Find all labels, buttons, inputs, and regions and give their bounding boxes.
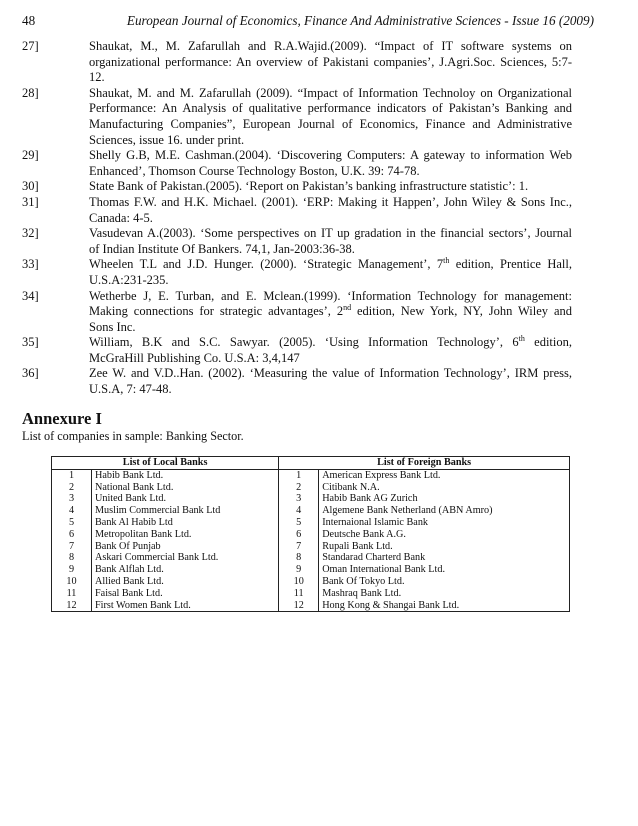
foreign-bank-name: Deutsche Bank A.G.: [322, 528, 406, 540]
reference-line: Enhanced’, Thomson Course Technology Boston, U.K. 39: 74-78.: [89, 163, 420, 178]
foreign-bank-name: Hong Kong & Shangai Bank Ltd.: [322, 599, 460, 611]
local-bank-number: 2: [52, 482, 92, 494]
reference-line: State Bank of Pakistan.(2005). ‘Report on Pakistan’s banking infrastructure statistic’: 1.: [89, 179, 529, 194]
table-row: [52, 529, 570, 541]
superscript: nd: [343, 302, 352, 312]
reference-item: [22, 148, 572, 179]
reference-number: 30]: [22, 179, 39, 194]
reference-line: Shaukat, M., M. Zafarullah and R.A.Wajid.(2009). “Impact of IT software systems on: [89, 39, 572, 53]
banks-table: [51, 456, 570, 612]
reference-line: Zee W. and V.D..Han. (2002). ‘Measuring the value of Information Technology’, IRM press,: [89, 366, 572, 381]
annexure-subtitle: List of companies in sample: Banking Sector.: [22, 429, 244, 443]
reference-line: Manufacturing Companies”, European Journal of Economics, Finance and Administrative: [89, 116, 572, 131]
reference-line: Canada: 4-5.: [89, 210, 153, 225]
local-bank-name: Metropolitan Bank Ltd.: [92, 529, 279, 541]
reference-line: organizational performance: An overview of Pakistani companies’, J.Agri.Soc. Sciences, 5:7-: [89, 54, 572, 69]
local-banks-header: List of Local Banks: [52, 457, 279, 470]
foreign-bank-name: Algemene Bank Netherland (ABN Amro): [322, 505, 493, 517]
local-bank-number: 5: [52, 517, 92, 529]
table-row: [52, 493, 570, 505]
local-bank-number: 10: [52, 576, 92, 588]
reference-text: edition, Prentice Hall,: [449, 257, 572, 272]
reference-line: Thomas F.W. and H.K. Michael. (2001). ‘ERP: Making it Happen’, John Wiley & Sons Inc.,: [89, 194, 572, 209]
local-bank-number: 8: [52, 552, 92, 564]
reference-number: 29]: [22, 148, 39, 163]
page-header: [22, 13, 594, 31]
reference-line: [89, 304, 572, 320]
foreign-bank-number: 5: [279, 517, 319, 529]
reference-line: Wetherbe J, E. Turban, and E. Mclean.(1999). ‘Information Technology for management:: [89, 288, 572, 303]
local-bank-number: 4: [52, 505, 92, 517]
local-bank-name: United Bank Ltd.: [92, 493, 279, 505]
local-bank-name: Muslim Commercial Bank Ltd: [92, 505, 279, 517]
table-row: [52, 541, 570, 553]
local-bank-name: Faisal Bank Ltd.: [92, 588, 279, 600]
reference-line: [89, 257, 572, 273]
foreign-bank-name: American Express Bank Ltd.: [322, 469, 441, 481]
foreign-bank-number: 3: [279, 493, 319, 505]
local-bank-name: National Bank Ltd.: [92, 482, 279, 494]
reference-item: [22, 257, 572, 288]
reference-text: edition,: [524, 335, 573, 350]
reference-text: William, B.K and S.C. Sawyar. (2005). ‘Using Information Technology’, 6: [89, 335, 519, 350]
reference-item: [22, 289, 572, 336]
foreign-bank-number: 1: [279, 469, 319, 481]
local-bank-name: Allied Bank Ltd.: [92, 576, 279, 588]
local-bank-name: Bank Al Habib Ltd: [92, 517, 279, 529]
reference-line: Sciences, issue 16. under print.: [89, 132, 245, 147]
reference-number: 35]: [22, 335, 39, 350]
foreign-bank-number: 10: [279, 576, 319, 588]
foreign-bank-name: Habib Bank AG Zurich: [322, 493, 418, 505]
superscript: th: [443, 256, 450, 266]
reference-text: edition, New York, NY, John Wiley and: [351, 304, 572, 319]
reference-item: [22, 39, 572, 86]
reference-number: 36]: [22, 366, 39, 381]
local-bank-number: 6: [52, 529, 92, 541]
reference-line: Vasudevan A.(2003). ‘Some perspectives on IT up gradation in the financial sectors’, Journal: [89, 226, 572, 241]
reference-line: U.S.A, 7: 47-48.: [89, 382, 172, 397]
foreign-bank-number: 9: [279, 564, 319, 576]
page-number: 48: [22, 13, 36, 28]
reference-number: 28]: [22, 85, 39, 100]
reference-number: 34]: [22, 288, 39, 303]
local-bank-name: Askari Commercial Bank Ltd.: [92, 552, 279, 564]
foreign-bank-number: 6: [279, 529, 319, 541]
foreign-bank-name: Rupali Bank Ltd.: [322, 540, 393, 552]
local-bank-number: 1: [52, 469, 92, 481]
local-bank-name: Bank Alflah Ltd.: [92, 564, 279, 576]
reference-number: 31]: [22, 194, 39, 209]
foreign-bank-name: Oman International Bank Ltd.: [322, 564, 445, 576]
local-bank-number: 12: [52, 600, 92, 612]
local-bank-number: 9: [52, 564, 92, 576]
local-bank-number: 7: [52, 541, 92, 553]
table-row: [52, 600, 570, 612]
table-row: [52, 588, 570, 600]
annexure-title: Annexure I: [22, 409, 102, 428]
reference-text: Wheelen T.L and J.D. Hunger. (2000). ‘Strategic Management’, 7: [89, 257, 444, 272]
reference-line: 12.: [89, 70, 105, 85]
foreign-bank-number: 8: [279, 552, 319, 564]
reference-line: Sons Inc.: [89, 319, 136, 334]
table-row: [52, 564, 570, 576]
foreign-bank-name: Mashraq Bank Ltd.: [322, 587, 402, 599]
foreign-bank-name: Standarad Charterd Bank: [322, 552, 426, 564]
table-row: [52, 552, 570, 564]
reference-number: 32]: [22, 226, 39, 241]
foreign-bank-number: 2: [279, 482, 319, 494]
reference-number: 27]: [22, 39, 39, 53]
table-row: [52, 576, 570, 588]
reference-number: 33]: [22, 257, 39, 272]
reference-item: [22, 366, 572, 397]
reference-text: Making connections for strategic advantages’, 2: [89, 304, 344, 319]
reference-item: [22, 335, 572, 366]
foreign-bank-name: Citibank N.A.: [322, 481, 380, 493]
foreign-bank-number: 7: [279, 541, 319, 553]
reference-item: [22, 86, 572, 148]
table-row: [52, 469, 570, 481]
reference-line: McGraHill Publishing Co. U.S.A: 3,4,147: [89, 350, 300, 365]
reference-line: of Indian Institute Of Bankers. 74,1, Jan-2003:36-38.: [89, 241, 355, 256]
reference-line: Performance: An Analysis of qualitative performance indicators of Pakistan’s Banking and: [89, 101, 572, 116]
local-bank-name: Habib Bank Ltd.: [92, 469, 279, 481]
reference-item: [22, 226, 572, 257]
table-row: [52, 505, 570, 517]
table-row: [52, 482, 570, 494]
reference-line: Shelly G.B, M.E. Cashman.(2004). ‘Discovering Computers: A gateway to information Web: [89, 148, 572, 163]
foreign-bank-number: 11: [279, 588, 319, 600]
local-bank-name: First Women Bank Ltd.: [92, 600, 279, 612]
reference-item: [22, 179, 572, 195]
table-row: [52, 517, 570, 529]
local-bank-number: 11: [52, 588, 92, 600]
local-bank-name: Bank Of Punjab: [92, 541, 279, 553]
reference-line: [89, 335, 572, 351]
journal-title: European Journal of Economics, Finance And Administrative Sciences - Issue 16 (2009): [126, 13, 594, 28]
reference-line: U.S.A:231-235.: [89, 272, 169, 287]
superscript: th: [518, 334, 525, 344]
foreign-bank-name: Bank Of Tokyo Ltd.: [322, 575, 405, 587]
local-bank-number: 3: [52, 493, 92, 505]
foreign-bank-number: 12: [279, 600, 319, 612]
foreign-bank-number: 4: [279, 505, 319, 517]
reference-item: [22, 195, 572, 226]
foreign-banks-header: List of Foreign Banks: [279, 457, 570, 470]
foreign-bank-name: Internaional Islamic Bank: [322, 516, 429, 528]
reference-line: Shaukat, M. and M. Zafarullah (2009). “Impact of Information Technoloy on Organizational: [89, 85, 572, 100]
reference-list: [22, 39, 572, 398]
table-header-row: [52, 457, 570, 470]
